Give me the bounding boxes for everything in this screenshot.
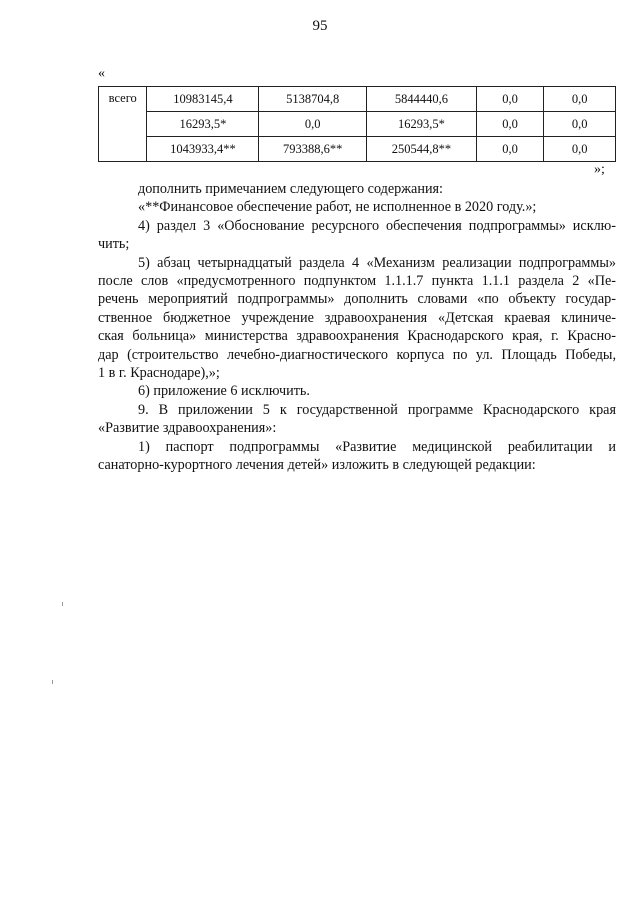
text-line: 1) паспорт подпрограммы «Развитие медицинской реабилитации и <box>138 438 616 455</box>
text-line: чить; <box>98 236 130 253</box>
text-line: речень мероприятий подпрограммы» дополнить словами «по объекту государ- <box>98 291 616 308</box>
table-row-label: всего <box>99 87 147 162</box>
text-line: санаторно-курортного лечения детей» изложить в следующей редакции: <box>98 457 536 474</box>
table-cell: 16293,5* <box>147 112 259 137</box>
open-quote: « <box>98 66 105 81</box>
table-cell: 10983145,4 <box>147 87 259 112</box>
text-line: дар (строительство лечебно-диагностического корпуса по ул. Площадь Победы, <box>98 346 616 363</box>
table-cell: 16293,5* <box>367 112 477 137</box>
table-cell: 0,0 <box>259 112 367 137</box>
table-cell: 0,0 <box>544 87 616 112</box>
table-row <box>99 137 616 162</box>
text-line: 6) приложение 6 исключить. <box>138 383 310 400</box>
table-cell: 5138704,8 <box>259 87 367 112</box>
table-cell: 0,0 <box>544 112 616 137</box>
table-cell: 0,0 <box>544 137 616 162</box>
page-number: 95 <box>312 18 328 34</box>
table-row <box>99 112 616 137</box>
table-cell: 250544,8** <box>367 137 477 162</box>
scan-artifact <box>62 602 63 606</box>
text-line: ская больница» министерства здравоохранения Краснодарского края, г. Красно- <box>98 328 616 345</box>
budget-table <box>98 86 616 162</box>
table-cell: 1043933,4** <box>147 137 259 162</box>
table-cell: 0,0 <box>476 87 544 112</box>
close-quote: »; <box>594 162 605 177</box>
text-line: «**Финансовое обеспечение работ, не исполненное в 2020 году.»; <box>138 199 537 216</box>
text-line: 4) раздел 3 «Обоснование ресурсного обеспечения подпрограммы» исклю- <box>138 217 616 234</box>
document-body <box>98 180 616 475</box>
text-line: «Развитие здравоохранения»: <box>98 420 277 437</box>
table-cell: 0,0 <box>476 137 544 162</box>
table-cell: 793388,6** <box>259 137 367 162</box>
text-line: дополнить примечанием следующего содержания: <box>138 181 444 197</box>
text-line: 1 в г. Краснодаре),»; <box>98 365 220 382</box>
text-line: 5) абзац четырнадцатый раздела 4 «Механизм реализации подпрограммы» <box>138 254 616 271</box>
table-cell: 0,0 <box>476 112 544 137</box>
table-row <box>99 87 616 112</box>
text-line: 9. В приложении 5 к государственной программе Краснодарского края <box>138 401 616 418</box>
scan-artifact <box>52 680 53 684</box>
table-cell: 5844440,6 <box>367 87 477 112</box>
text-line: после слов «предусмотренного подпунктом 1.1.1.7 пункта 1.1.1 раздела 2 «Пе- <box>98 273 616 290</box>
text-line: ственное бюджетное учреждение здравоохранения «Детская краевая клиниче- <box>98 309 616 326</box>
